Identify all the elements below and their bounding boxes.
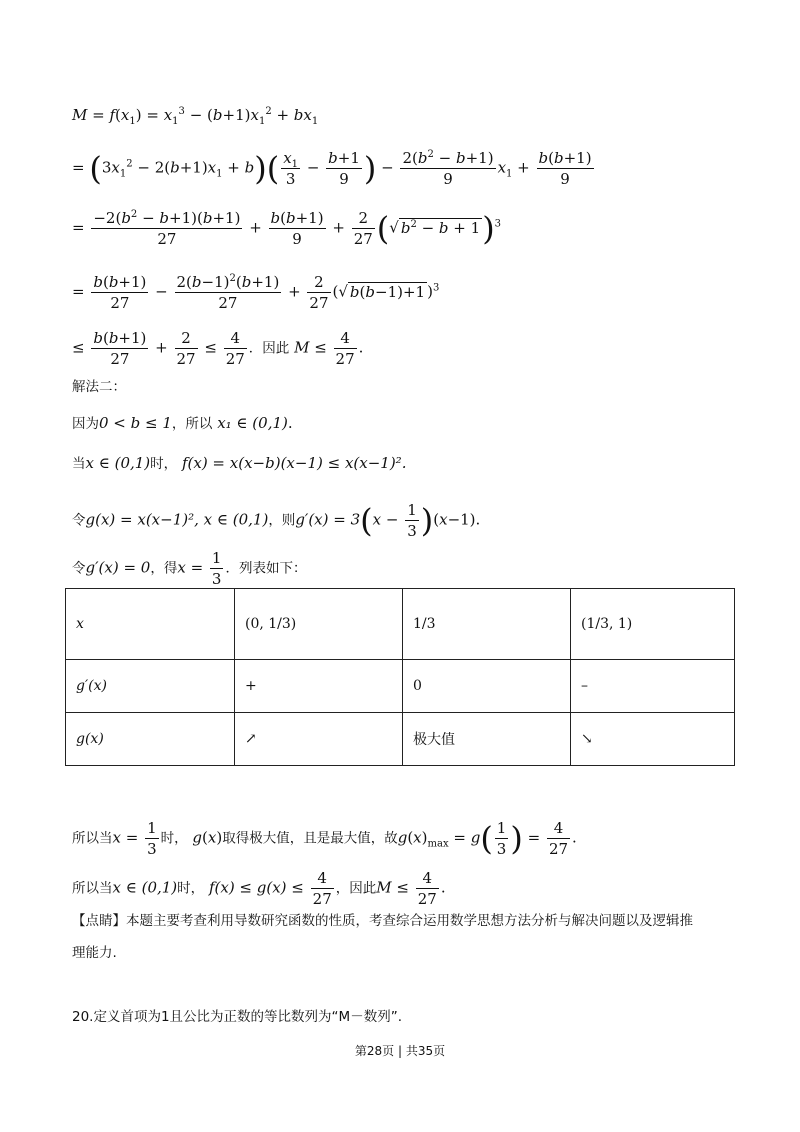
- table-row: [66, 660, 735, 713]
- table-header-x: x: [66, 589, 235, 660]
- table-header-critical: 1/3: [403, 589, 571, 660]
- table-header-interval-1: (0, 1/3): [235, 589, 403, 660]
- table-row: [66, 713, 735, 766]
- set-line: 令g′(x) = 0，得x = $\frac{1}{3}$ ．列表如下：: [72, 549, 307, 588]
- eq-line-1: $M = f(x_1) = x_1^3 - (b+1)x_1^2 + bx_1$: [72, 106, 319, 127]
- table-cell-label: g(x): [66, 713, 235, 766]
- comment-text-cont: 理能力.: [72, 945, 117, 961]
- table-cell-label: g′(x): [66, 660, 235, 713]
- table-cell: 极大值: [403, 713, 571, 766]
- eq-line-4: = $\frac{b(b+1)}{27}$ − $\frac{2(b-1)^2(b+1)}{27}$ + $\frac{2}{27}$ (√ b(b−1)+1 )$^3$: [72, 273, 440, 312]
- decreasing-arrow-icon: ↘: [571, 713, 735, 766]
- table-cell: –: [571, 660, 735, 713]
- table-cell: 0: [403, 660, 571, 713]
- method-two-heading: 解法二：: [72, 379, 126, 395]
- eq-line-5: ≤ $\frac{b(b+1)}{27}$ + $\frac{2}{27}$ ≤ $\frac{4}{27}$ ．因此 M ≤ $\frac{4}{27}$ .: [72, 329, 364, 368]
- conclusion-line-1: 所以当x = $\frac{1}{3}$ 时， g(x)取得极大值，且是最大值，故$g(x)_{max} = g$( $\frac{1}{3}$ ) = $\frac{4}{27}$ .: [72, 819, 577, 858]
- table-header-interval-2: (1/3, 1): [571, 589, 735, 660]
- page-footer: 第28页 | 共35页: [354, 1044, 446, 1058]
- hence-text: ．因此: [248, 340, 290, 357]
- problem-20: 20.定义首项为1且公比为正数的等比数列为“M－数列”.: [72, 1009, 402, 1025]
- eq-line-3: = $\frac{-2(b^2 - b+1)(b+1)}{27}$ + $\frac{b(b+1)}{9}$ + $\frac{2}{27}$ (√ $b^2 - b + 1)^3$: [72, 209, 502, 248]
- table-cell: +: [235, 660, 403, 713]
- conclusion-line-2: 所以当x ∈ (0,1)时， f(x) ≤ g(x) ≤ $\frac{4}{27}$ ，因此M ≤ $\frac{4}{27}$ .: [72, 869, 446, 908]
- comment-text: 【点睛】本题主要考查利用导数研究函数的性质，考查综合运用数学思想方法分析与解决问题以及逻辑推: [72, 913, 693, 929]
- variation-table: [65, 588, 735, 766]
- increasing-arrow-icon: ↗: [235, 713, 403, 766]
- when-line: 当x ∈ (0,1)时， f(x) = x(x−b)(x−1) ≤ x(x−1)².: [72, 454, 407, 472]
- because-line: 因为0 < b ≤ 1，所以 x₁ ∈ (0,1).: [72, 414, 293, 432]
- eq-line-2: = $(3x_1^2 - 2(b+1)x_1 + b)$( $\frac{x_1}{3}$ − $\frac{b+1}{9}$ ) − $\frac{2(b^2 - b+1)}{9}$ $x_1$ + $\frac{b(b+1)}{9}$: [72, 149, 592, 188]
- let-line: 令g(x) = x(x−1)², x ∈ (0,1)，则g′(x) = 3(x − $\frac{1}{3}$ )(x−1).: [72, 501, 481, 540]
- table-row: [66, 589, 735, 660]
